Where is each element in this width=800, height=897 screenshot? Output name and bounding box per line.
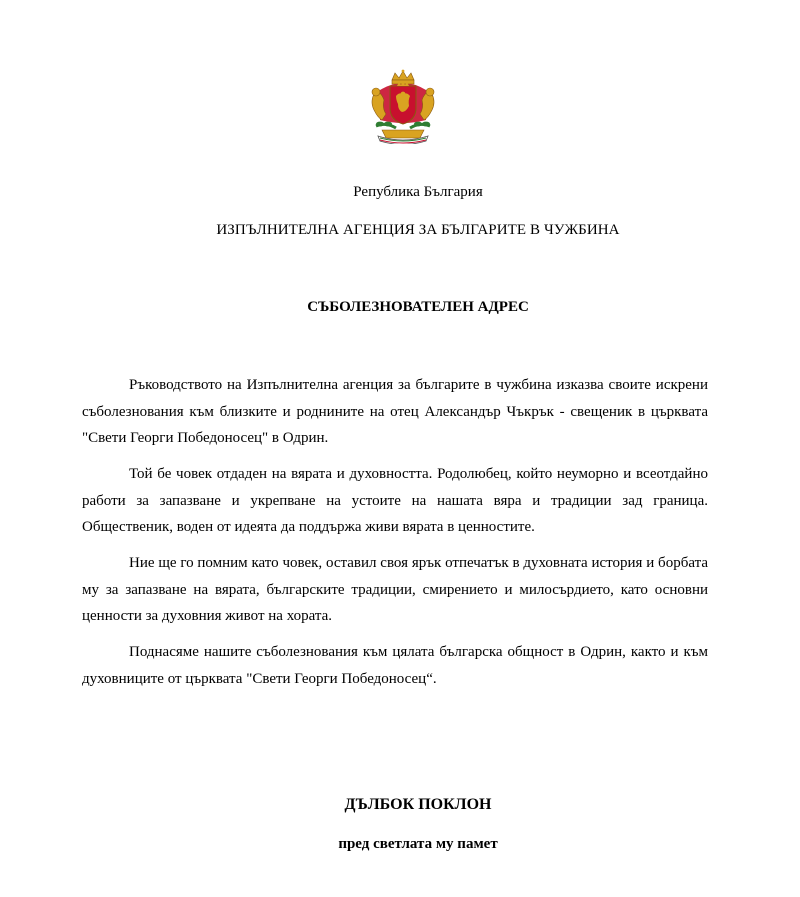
bulgarian-coat-of-arms-icon <box>366 68 440 144</box>
document-title: СЪБОЛЕЗНОВАТЕЛЕН АДРЕС <box>307 299 529 315</box>
paragraph-1: Ръководството на Изпълнителна агенция за българите в чужбина изказва своите искрени съболезнования към близките и роднините на отец Александър Чъкрък - свещеник в църквата "Свети Георги Победоносец" в Одрин. <box>82 377 708 446</box>
closing-subtitle: пред светлата му памет <box>338 836 498 852</box>
document-body <box>82 372 708 702</box>
paragraph-4: Поднасяме нашите съболезнования към цялата българска общност в Одрин, както и към духовниците от църквата "Свети Георги Победоносец“. <box>82 644 708 687</box>
closing-title: ДЪЛБОК ПОКЛОН <box>344 796 492 813</box>
paragraph-2: Той бе човек отдаден на вярата и духовността. Родолюбец, който неуморно и всеотдайно работи за запазване и укрепване на устоите на нашата вяра и традиции зад граница. Общественик, воден от идеята да поддържа живи вярата в ценностите. <box>82 466 708 535</box>
republic-name: Република България <box>353 184 483 200</box>
paragraph-3: Ние ще го помним като човек, оставил своя ярък отпечатък в духовната история и борбата му за запазване на вярата, българските традиции, смирението и милосърдието, като основни ценности за духовния живот на хората. <box>82 555 708 624</box>
agency-name: ИЗПЪЛНИТЕЛНА АГЕНЦИЯ ЗА БЪЛГАРИТЕ В ЧУЖБИНА <box>216 222 620 238</box>
